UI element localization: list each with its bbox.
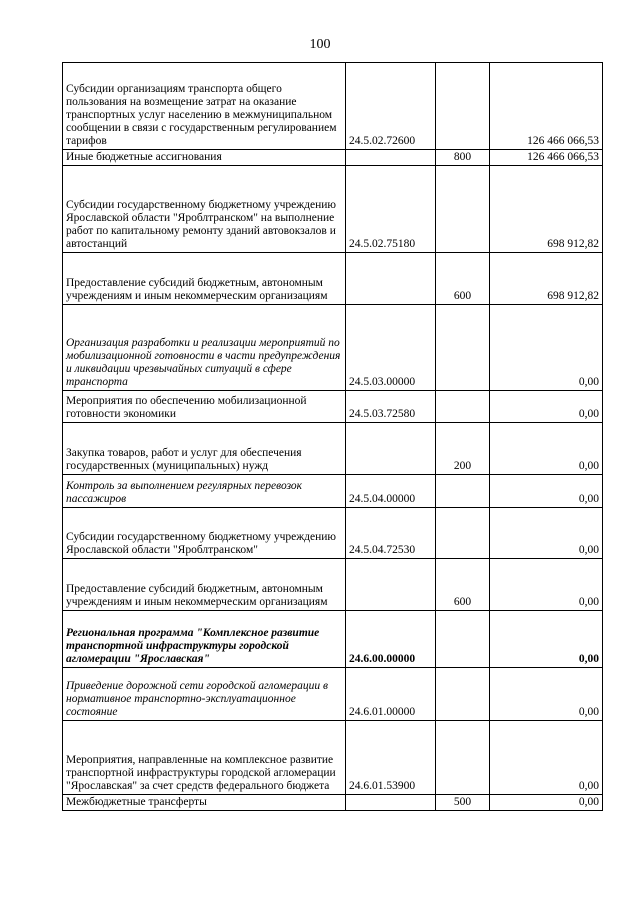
row-name-cell: Межбюджетные трансферты — [63, 795, 346, 811]
row-type-cell — [436, 166, 490, 253]
table-row — [63, 305, 603, 391]
row-name-cell: Предоставление субсидий бюджетным, автономным учреждениям и иным некоммерческим организациям — [63, 559, 346, 611]
row-type-cell: 500 — [436, 795, 490, 811]
table-row — [63, 150, 603, 166]
row-name-cell: Региональная программа "Комплексное развитие транспортной инфраструктуры городской агломерации "Ярославская" — [63, 611, 346, 668]
table-row — [63, 721, 603, 795]
row-name-cell: Контроль за выполнением регулярных перевозок пассажиров — [63, 475, 346, 508]
row-amount-cell: 0,00 — [490, 559, 603, 611]
page-number: 100 — [309, 37, 331, 52]
row-name-cell: Предоставление субсидий бюджетным, автономным учреждениям и иным некоммерческим организациям — [63, 253, 346, 305]
row-name-cell: Субсидии организациям транспорта общего пользования на возмещение затрат на оказание транспортных услуг населению в межмуниципальном сообщении в связи с государственным регулированием тарифов — [63, 63, 346, 150]
table-row — [63, 559, 603, 611]
row-name-cell: Мероприятия, направленные на комплексное развитие транспортной инфраструктуры городской агломерации "Ярославская" за счет средств федерального бюджета — [63, 721, 346, 795]
table-row — [63, 166, 603, 253]
table-row — [63, 795, 603, 811]
table-row — [63, 423, 603, 475]
row-name-cell: Субсидии государственному бюджетному учреждению Ярославской области "Яроблтранском" на выполнение работ по капитальному ремонту зданий автовокзалов и автостанций — [63, 166, 346, 253]
row-amount-cell: 698 912,82 — [490, 166, 603, 253]
table-row — [63, 508, 603, 559]
row-code-cell — [346, 559, 436, 611]
row-type-cell — [436, 611, 490, 668]
row-code-cell — [346, 150, 436, 166]
table-row — [63, 475, 603, 508]
row-code-cell — [346, 423, 436, 475]
row-code-cell: 24.6.01.53900 — [346, 721, 436, 795]
table-row — [63, 253, 603, 305]
row-amount-cell: 0,00 — [490, 611, 603, 668]
row-amount-cell: 0,00 — [490, 475, 603, 508]
table-row — [63, 668, 603, 721]
row-type-cell — [436, 305, 490, 391]
row-amount-cell: 0,00 — [490, 795, 603, 811]
row-code-cell: 24.6.00.00000 — [346, 611, 436, 668]
row-name-cell: Закупка товаров, работ и услуг для обеспечения государственных (муниципальных) нужд — [63, 423, 346, 475]
row-type-cell — [436, 508, 490, 559]
row-type-cell: 800 — [436, 150, 490, 166]
row-code-cell — [346, 253, 436, 305]
row-amount-cell: 0,00 — [490, 391, 603, 423]
row-type-cell — [436, 475, 490, 508]
row-name-cell: Приведение дорожной сети городской агломерации в нормативное транспортно-эксплуатационное состояние — [63, 668, 346, 721]
row-code-cell: 24.5.02.72600 — [346, 63, 436, 150]
row-name-cell: Субсидии государственному бюджетному учреждению Ярославской области "Яроблтранском" — [63, 508, 346, 559]
row-code-cell: 24.6.01.00000 — [346, 668, 436, 721]
table-row — [63, 63, 603, 150]
row-name-cell: Организация разработки и реализации мероприятий по мобилизационной готовности в части предупреждения и ликвидации чрезвычайных ситуаций в сфере транспорта — [63, 305, 346, 391]
row-amount-cell: 0,00 — [490, 508, 603, 559]
row-amount-cell: 126 466 066,53 — [490, 150, 603, 166]
row-code-cell: 24.5.04.00000 — [346, 475, 436, 508]
row-amount-cell: 0,00 — [490, 721, 603, 795]
row-code-cell: 24.5.04.72530 — [346, 508, 436, 559]
row-type-cell — [436, 721, 490, 795]
row-code-cell: 24.5.03.72580 — [346, 391, 436, 423]
row-type-cell — [436, 668, 490, 721]
row-code-cell: 24.5.02.75180 — [346, 166, 436, 253]
row-type-cell: 200 — [436, 423, 490, 475]
table-row — [63, 391, 603, 423]
row-name-cell: Иные бюджетные ассигнования — [63, 150, 346, 166]
row-amount-cell: 126 466 066,53 — [490, 63, 603, 150]
row-code-cell: 24.5.03.00000 — [346, 305, 436, 391]
row-name-cell: Мероприятия по обеспечению мобилизационной готовности экономики — [63, 391, 346, 423]
row-type-cell: 600 — [436, 253, 490, 305]
budget-table — [62, 62, 603, 811]
row-type-cell: 600 — [436, 559, 490, 611]
table-row — [63, 611, 603, 668]
budget-table-body — [63, 63, 603, 811]
row-code-cell — [346, 795, 436, 811]
row-amount-cell: 0,00 — [490, 668, 603, 721]
row-type-cell — [436, 63, 490, 150]
row-type-cell — [436, 391, 490, 423]
row-amount-cell: 698 912,82 — [490, 253, 603, 305]
row-amount-cell: 0,00 — [490, 305, 603, 391]
row-amount-cell: 0,00 — [490, 423, 603, 475]
